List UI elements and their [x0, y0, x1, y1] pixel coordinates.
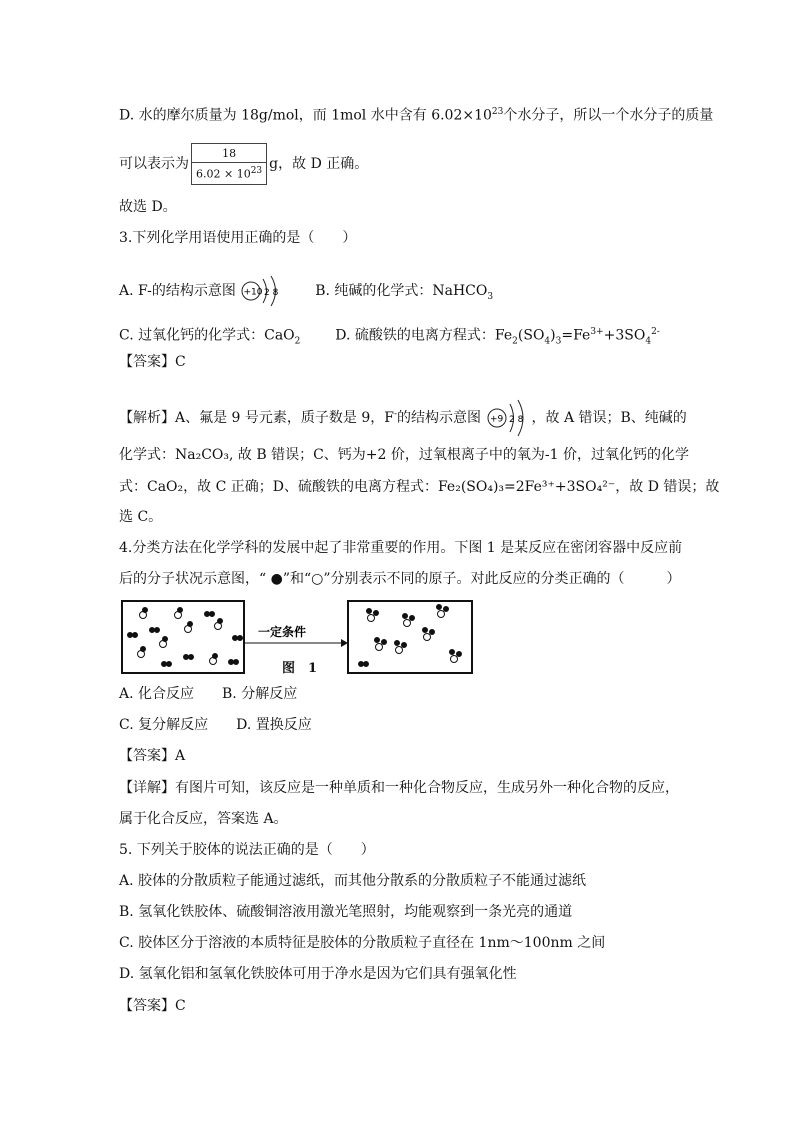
- q3-option-d-part: ): [550, 327, 556, 344]
- q3-option-d: D. 硫酸铁的电离方程式：Fe: [335, 327, 513, 344]
- q4-options-cd: C. 复分解反应 D. 置换反应: [119, 717, 312, 733]
- arrow-label: 一定条件: [258, 625, 307, 639]
- explanation-text: 的结构示意图: [397, 410, 482, 426]
- answer-value: A: [175, 748, 186, 764]
- answer-label: 【答案】: [119, 354, 175, 370]
- before-molecules: [123, 602, 243, 672]
- after-reaction-box: [347, 600, 473, 674]
- q5-option-a: A. 胶体的分散质粒子能通过滤纸，而其他分散系的分散质粒子不能通过滤纸: [119, 873, 587, 889]
- q3-explanation-line-1: [119, 398, 687, 438]
- answer-label: 【答案】: [119, 998, 175, 1014]
- choose-d: 故选 D。: [119, 199, 177, 215]
- fraction-prefix: 可以表示为: [119, 155, 189, 172]
- q3-explanation-line-3: 式：CaO₂，故 C 正确；D、硫酸铁的电离方程式：Fe₂(SO₄)₃=2Fe³⁺+3SO₄²⁻，故 D 错误；故: [119, 479, 720, 495]
- analysis-label: 【解析】: [119, 410, 175, 426]
- fluoride-shell-label: 2 8: [264, 288, 279, 298]
- q3-option-d-part: (SO: [517, 327, 545, 344]
- q4-options-ab: A. 化合反应 B. 分解反应: [119, 686, 298, 702]
- q5-option-c: C. 胶体区分于溶液的本质特征是胶体的分散质粒子直径在 1nm～100nm 之间: [119, 935, 606, 951]
- reaction-arrow-icon: [243, 625, 349, 655]
- q3-option-d-part: =Fe: [561, 327, 591, 344]
- q3-option-a: A. F-的结构示意图: [119, 283, 236, 299]
- fluoride-nucleus-label: +10: [243, 287, 263, 298]
- option-d-text: D. 水的摩尔质量为 18g/mol，而 1mol 水中含有 6.02×10: [119, 107, 492, 124]
- fraction-line: [119, 143, 368, 185]
- fluoride-shell-label: 2 8: [508, 415, 523, 425]
- q5-option-d: D. 氢氧化铝和氢氧化铁胶体可用于净水是因为它们具有强氧化性: [119, 966, 517, 982]
- sub: 2: [512, 336, 518, 347]
- q3-options-ab: [119, 273, 493, 309]
- denominator-exponent: 23: [250, 166, 263, 176]
- question-4-line-1: 4.分类方法在化学学科的发展中起了非常重要的作用。下图 1 是某反应在密闭容器中反应前: [119, 540, 683, 556]
- sub: 3: [555, 336, 562, 347]
- after-molecules: [349, 602, 471, 672]
- q3-option-b: B. 纯碱的化学式：NaHCO: [315, 283, 488, 299]
- denominator-text: 6.02 × 10: [196, 167, 251, 181]
- before-reaction-box: [121, 600, 245, 674]
- option-d-tail: 个水分子，所以一个水分子的质量: [503, 107, 714, 124]
- q3-explanation-line-2: 化学式：Na₂CO₃, 故 B 错误；C、钙为+2 价，过氧根离子中的氧为-1 价，过氧化钙的化学: [119, 447, 689, 463]
- q3-option-c-subscript: 2: [294, 336, 301, 347]
- sup: 2-: [651, 327, 660, 337]
- question-4-line-2: 后的分子状况示意图，“ ●”和“○”分别表示不同的原子。对此反应的分类正确的（ ）: [119, 571, 681, 587]
- question-3: 3.下列化学用语使用正确的是（ ）: [119, 230, 357, 246]
- exponent: 23: [491, 107, 504, 117]
- option-d-line: [119, 102, 713, 126]
- q4-answer: [119, 746, 185, 766]
- question-5: 5. 下列关于胶体的说法正确的是（ ）: [119, 842, 375, 858]
- q5-option-b: B. 氢氧化铁胶体、硫酸铜溶液用激光笔照射，均能观察到一条光亮的通道: [119, 904, 573, 920]
- explanation-text: ，故 A 错误；B、纯碱的: [531, 410, 687, 426]
- fluoride-ion-diagram-icon: [486, 398, 532, 438]
- fraction-numerator: 18: [192, 144, 266, 163]
- sub: 4: [544, 336, 551, 347]
- q3-option-d-part: +3SO: [603, 327, 646, 344]
- detail-text: 有图片可知，该反应是一种单质和一种化合物反应，生成另外一种化合物的反应，: [175, 780, 679, 796]
- sub: 4: [645, 336, 652, 347]
- detail-label: 【详解】: [119, 780, 175, 796]
- q3-answer: [119, 352, 186, 372]
- q4-detail-line-2: 属于化合反应，答案选 A。: [119, 811, 288, 827]
- q3-option-b-subscript: 3: [487, 291, 494, 302]
- answer-value: C: [175, 354, 186, 370]
- explanation-text: A、氟是 9 号元素，质子数是 9，F: [175, 410, 394, 426]
- q3-options-cd: [119, 322, 660, 351]
- fraction-suffix: g，故 D 正确。: [269, 155, 369, 172]
- answer-value: C: [175, 998, 186, 1014]
- figure-caption: 图 1: [282, 661, 318, 676]
- fraction-denominator: [192, 163, 266, 184]
- answer-label: 【答案】: [119, 748, 175, 764]
- q4-detail-line-1: [119, 778, 679, 798]
- fluoride-ion-diagram-icon: [240, 273, 284, 309]
- charge-sup: -: [394, 409, 398, 420]
- q5-answer: [119, 996, 186, 1016]
- q3-explanation-line-4: 选 C。: [119, 509, 163, 525]
- fluoride-nucleus-label: +9: [489, 414, 503, 425]
- mass-fraction: [191, 143, 267, 185]
- sup: 3+: [590, 327, 604, 337]
- q3-option-c: C. 过氧化钙的化学式：CaO: [119, 327, 295, 344]
